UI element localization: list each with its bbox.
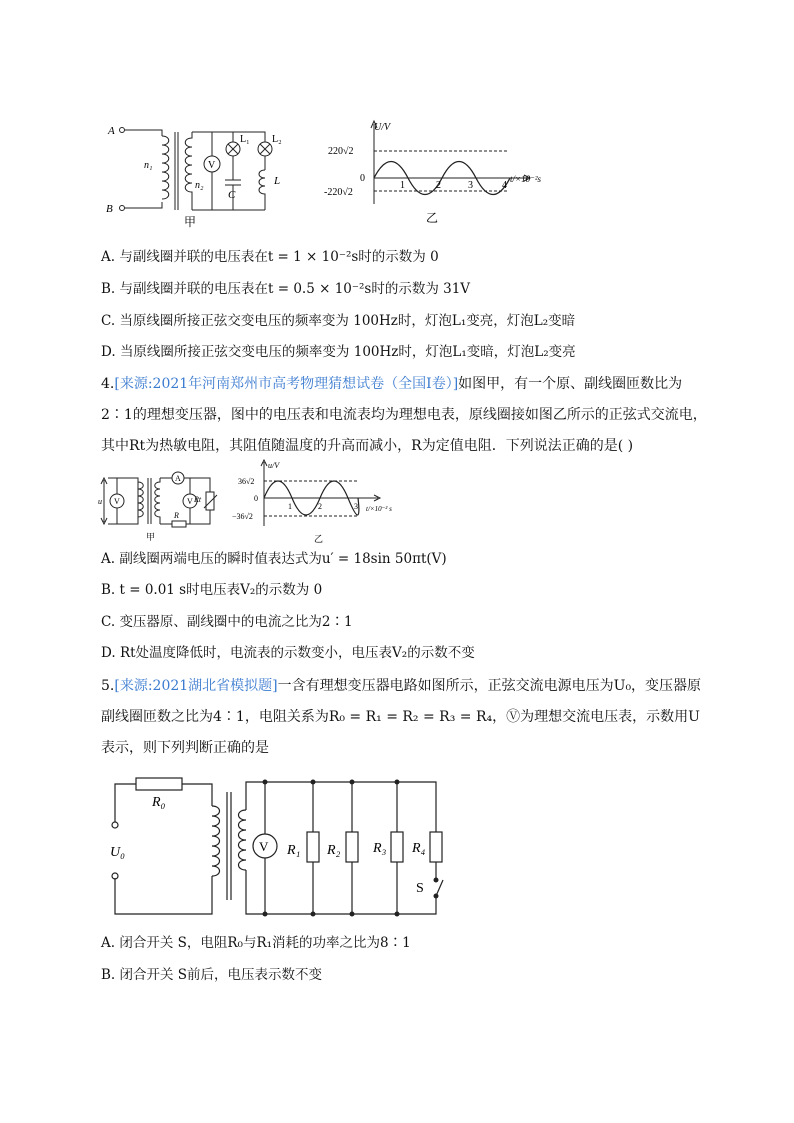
label-U0: U₀ xyxy=(110,845,125,860)
y-axis-label: U/V xyxy=(374,122,391,133)
option-label: B. xyxy=(101,281,116,297)
ammeter-label: A xyxy=(175,474,181,483)
label-Rt: Rt xyxy=(194,495,202,504)
question-5 xyxy=(101,671,713,764)
label-n2: n₂ xyxy=(195,180,204,191)
voltmeter-1-label: V xyxy=(114,497,120,506)
caption-jia: 甲 xyxy=(146,532,156,542)
option-text: 与副线圈并联的电压表在t = 0.5 × 10⁻²s时的示数为 31V xyxy=(119,281,471,297)
y-zero-label: 0 xyxy=(360,173,365,184)
figure-q5-circuit xyxy=(100,770,450,920)
option-label: A. xyxy=(101,249,116,265)
x-tick-1: 1 xyxy=(400,180,405,191)
x-axis-unit: t/×10⁻² s xyxy=(366,505,392,513)
caption-yi: 乙 xyxy=(314,534,324,544)
option-text: 副线圈两端电压的瞬时值表达式为u′ = 18sin 50πt(V) xyxy=(119,551,447,567)
label-R3: R₃ xyxy=(373,841,387,856)
question-source: [来源:2021年河南郑州市高考物理猜想试卷（全国Ⅰ卷）] xyxy=(114,376,459,392)
x-tick-1: 1 xyxy=(288,502,292,511)
option-text: Rt处温度降低时，电流表的示数变小，电压表V₂的示数不变 xyxy=(119,645,475,661)
label-u: u xyxy=(98,497,102,506)
figure-q4-graph xyxy=(228,458,423,544)
y-bottom-label: -220√2 xyxy=(324,187,353,198)
option-text: 闭合开关 S前后，电压表示数不变 xyxy=(119,967,323,983)
figure-q4-circuit xyxy=(100,466,220,541)
label-R2: R₂ xyxy=(327,843,341,858)
label-R0: R₀ xyxy=(152,795,166,810)
label-C: C xyxy=(228,189,236,201)
option-label: C. xyxy=(101,313,116,329)
option-text: 闭合开关 S，电阻R₀与R₁消耗的功率之比为8∶1 xyxy=(119,935,411,951)
y-axis-label: u/V xyxy=(268,461,280,470)
voltmeter-label: V xyxy=(208,160,216,171)
option-label: A. xyxy=(101,551,116,567)
label-R1: R₁ xyxy=(287,843,301,858)
figure-1-voltage-graph xyxy=(318,118,568,228)
x-tick-2: 2 xyxy=(318,502,322,511)
q5-option-a xyxy=(101,933,411,953)
label-R: R xyxy=(174,511,179,520)
option-label: D. xyxy=(101,344,116,360)
figure-1-transformer xyxy=(100,118,285,230)
x-axis-unit: t/×10⁻²s xyxy=(510,174,542,184)
q4-option-c xyxy=(101,612,353,632)
q3-option-b xyxy=(101,279,470,299)
option-label: C. xyxy=(101,614,116,630)
label-R4: R₄ xyxy=(412,841,426,856)
q4-option-d xyxy=(101,643,475,663)
q4-option-b xyxy=(101,580,322,600)
option-label: D. xyxy=(101,645,116,661)
label-A: A xyxy=(108,125,115,137)
caption-jia: 甲 xyxy=(184,215,197,229)
voltmeter-label: V xyxy=(259,839,269,854)
option-label: A. xyxy=(101,935,116,951)
option-text: 变压器原、副线圈中的电流之比为2∶1 xyxy=(119,614,353,630)
label-switch-S: S xyxy=(416,881,424,896)
label-B: B xyxy=(106,203,113,215)
q4-option-a xyxy=(101,549,447,569)
q3-option-c xyxy=(101,311,575,331)
question-number: 4. xyxy=(101,376,115,392)
option-text: t = 0.01 s时电压表V₂的示数为 0 xyxy=(119,582,323,598)
y-top-label: 220√2 xyxy=(328,146,354,157)
label-n1: n₁ xyxy=(144,160,153,171)
y-zero-label: 0 xyxy=(254,494,258,503)
option-label: B. xyxy=(101,967,116,983)
option-text: 当原线圈所接正弦交变电压的频率变为 100Hz时，灯泡L₁变暗，灯泡L₂变亮 xyxy=(119,344,576,360)
voltmeter-2-label: V xyxy=(187,497,193,506)
q3-option-a xyxy=(101,247,439,267)
question-number: 5. xyxy=(101,678,115,694)
label-L1: L₁ xyxy=(240,134,250,145)
x-tick-4: 4 xyxy=(502,180,507,191)
y-bottom-label: −36√2 xyxy=(232,512,253,521)
caption-yi: 乙 xyxy=(426,211,439,225)
x-tick-3: 3 xyxy=(354,502,358,511)
x-tick-3: 3 xyxy=(468,180,473,191)
label-L: L xyxy=(274,175,281,187)
question-stem: 一含有理想变压器电路如图所示，正弦交流电源电压为U₀，变压器原副线圈匝数之比为4∶1，电阻关系为R₀ = R₁ = R₂ = R₃ = R₄，Ⓥ为理想交流电压表，示数用U表示，则下列判断正确的是 xyxy=(101,678,702,756)
question-source: [来源:2021湖北省模拟题] xyxy=(114,678,278,694)
label-L2: L₂ xyxy=(272,134,282,145)
q3-option-d xyxy=(101,342,576,362)
option-label: B. xyxy=(101,582,116,598)
x-tick-2: 2 xyxy=(436,180,441,191)
question-4 xyxy=(101,369,713,462)
q5-option-b xyxy=(101,965,322,985)
y-top-label: 36√2 xyxy=(238,477,255,486)
option-text: 当原线圈所接正弦交变电压的频率变为 100Hz时，灯泡L₁变亮，灯泡L₂变暗 xyxy=(119,313,576,329)
question-stem: 如图甲，有一个原、副线圈匝数比为2∶1的理想变压器，图中的电压表和电流表均为理想电表，原线圈接如图乙所示的正弦式交流电，其中Rt为热敏电阻，其阻值随温度的升高而减小，R为定值电阻．下列说法正确的是( ) xyxy=(101,376,707,454)
option-text: 与副线圈并联的电压表在t = 1 × 10⁻²s时的示数为 0 xyxy=(119,249,439,265)
